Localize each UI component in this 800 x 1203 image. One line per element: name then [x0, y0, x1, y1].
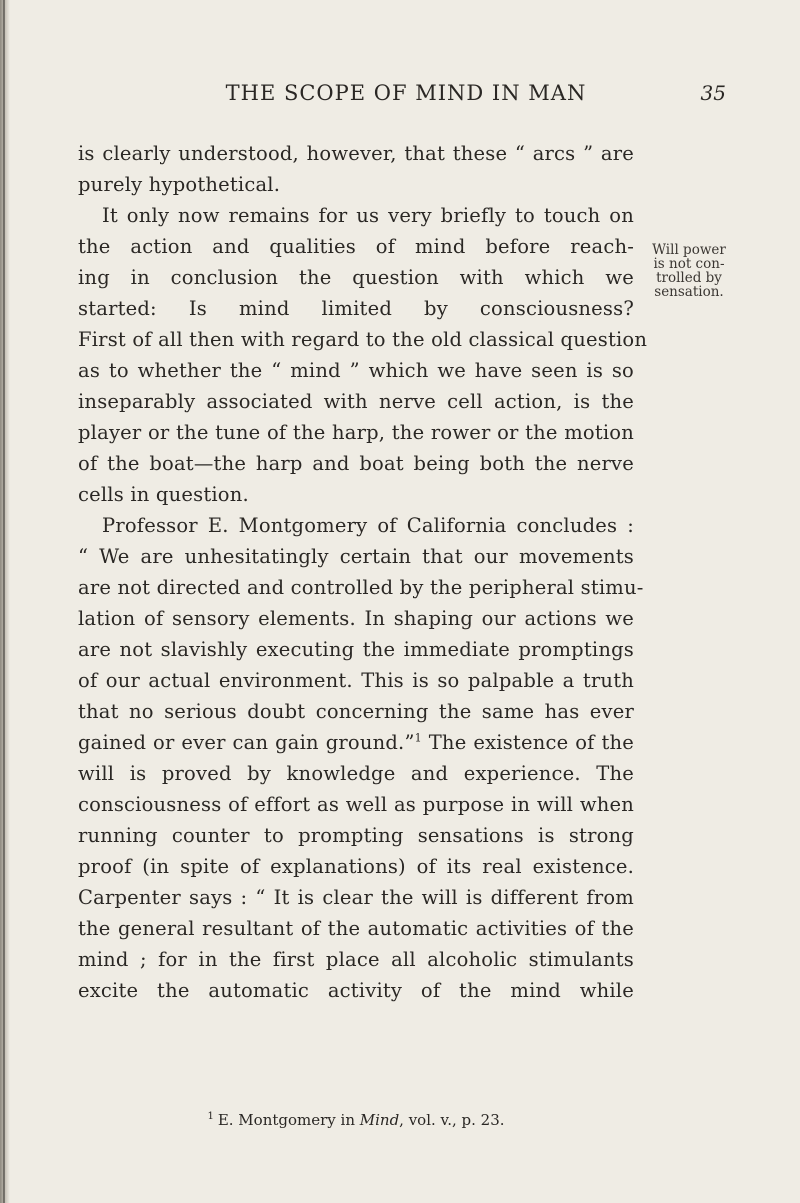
- text-line: are not directed and controlled by the peripheral stimu-: [78, 576, 644, 599]
- page-binding-shadow: [0, 0, 10, 1203]
- text-line: that no serious doubt concerning the same has ever: [78, 700, 634, 723]
- text-line: the action and qualities of mind before reach-: [78, 235, 634, 258]
- text-line: It only now remains for us very briefly to touch on: [102, 204, 634, 227]
- footnote-text: E. Montgomery in: [217, 1111, 360, 1129]
- margin-note-line: sensation.: [654, 284, 724, 300]
- text-line: the general resultant of the automatic activities of the: [78, 917, 634, 940]
- text-line: First of all then with regard to the old classical question: [78, 328, 648, 351]
- footnote-citation: , vol. v., p. 23.: [399, 1111, 505, 1129]
- footnote-ref: 1: [414, 731, 422, 745]
- text-line: is clearly understood, however, that these “ arcs ” are: [78, 142, 634, 165]
- page-number: 35: [700, 81, 726, 105]
- text-line: running counter to prompting sensations is strong: [78, 824, 634, 847]
- text-line: player or the tune of the harp, the rower or the motion: [78, 421, 634, 444]
- margin-note-line: is not con-: [653, 256, 725, 272]
- text-line: are not slavishly executing the immediate promptings: [78, 638, 634, 661]
- book-page: [78, 0, 734, 1203]
- margin-note-line: trolled by: [656, 270, 722, 286]
- text-line: excite the automatic activity of the mind while: [78, 979, 634, 1002]
- text-line: started: Is mind limited by consciousness?: [78, 297, 634, 320]
- text-line: cells in question.: [78, 483, 249, 506]
- text-line: Carpenter says : “ It is clear the will is different from: [78, 886, 634, 909]
- text-line: inseparably associated with nerve cell action, is the: [78, 390, 634, 413]
- text-line: of the boat—the harp and boat being both the nerve: [78, 452, 634, 475]
- text-line: of our actual environment. This is so palpable a truth: [78, 669, 634, 692]
- footnote-marker: 1: [207, 1111, 214, 1122]
- text-segment: gained or ever can gain ground.”: [78, 731, 415, 754]
- text-line: lation of sensory elements. In shaping our actions we: [78, 607, 634, 630]
- text-line: purely hypothetical.: [78, 173, 281, 196]
- text-line: mind ; for in the first place all alcoholic stimulants: [78, 948, 634, 971]
- page-binding-edge: [3, 0, 5, 1203]
- running-head: [78, 78, 734, 108]
- text-line: as to whether the “ mind ” which we have seen is so: [78, 359, 634, 382]
- body-text: [78, 138, 648, 1006]
- footnote: [78, 1107, 634, 1130]
- text-line: Professor E. Montgomery of California concludes :: [102, 514, 634, 537]
- text-segment: The existence of the: [421, 731, 634, 754]
- text-line-with-footnote-ref: [78, 727, 634, 758]
- text-line: will is proved by knowledge and experience. The: [78, 762, 634, 785]
- footnote-journal-title: Mind: [359, 1111, 400, 1129]
- text-line: ing in conclusion the question with which we: [78, 266, 634, 289]
- margin-note-line: Will power: [652, 242, 726, 258]
- text-line: consciousness of effort as well as purpose in will when: [78, 793, 634, 816]
- text-line: “ We are unhesitatingly certain that our movements: [78, 545, 634, 568]
- running-title: THE SCOPE OF MIND IN MAN: [225, 81, 587, 105]
- text-line: proof (in spite of explanations) of its real existence.: [78, 855, 634, 878]
- margin-note: [644, 243, 734, 299]
